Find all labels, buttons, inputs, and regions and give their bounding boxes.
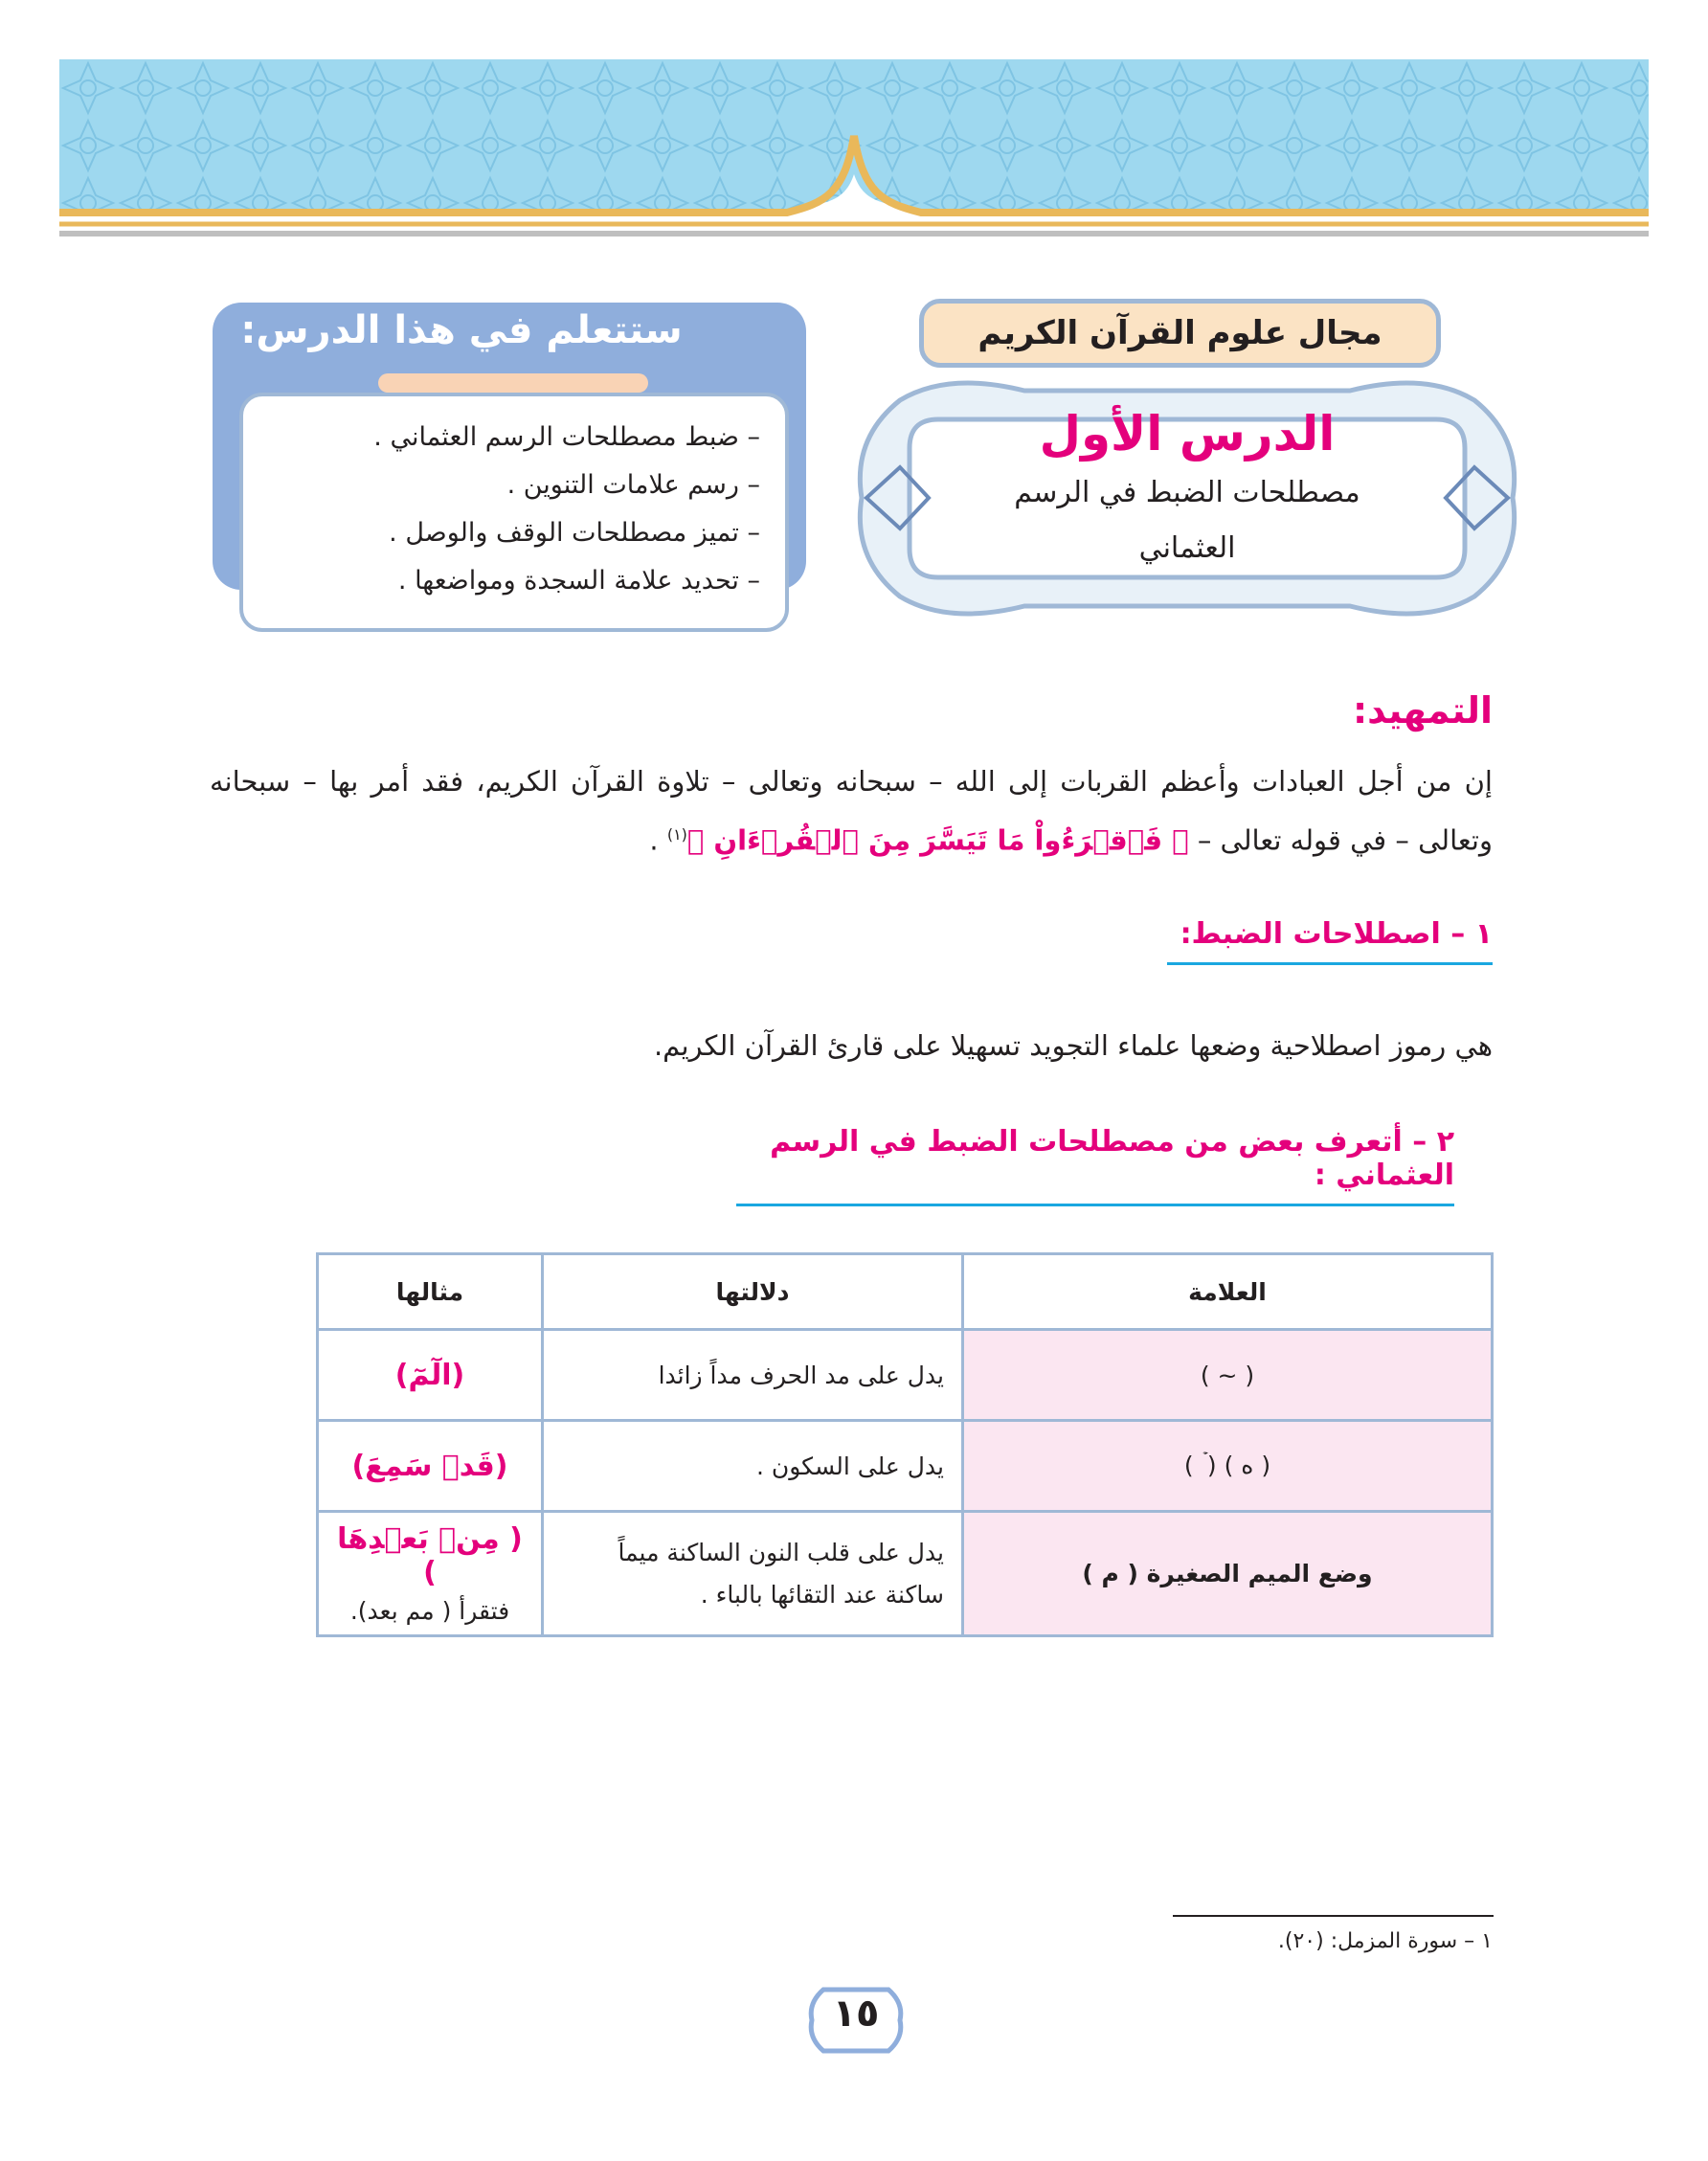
section1-text: هي رموز اصطلاحية وضعها علماء التجويد تسهيلا على قارئ القرآن الكريم.: [653, 1029, 1493, 1062]
table-row: [318, 1421, 1493, 1512]
cell-example: [318, 1330, 543, 1421]
intro-text: إن من أجل العبادات وأعظم القربات إلى الله – سبحانه وتعالى – تلاوة القرآن الكريم، فقد أمر بها – سبحانه وتعالى – في قوله تعالى –: [210, 765, 1493, 857]
header-banner: [59, 59, 1649, 241]
learn-item: – رسم علامات التنوين .: [506, 470, 760, 500]
intro-title: التمهيد:: [1352, 689, 1493, 732]
section1-heading: ١ – اصطلاحات الضبط:: [1167, 917, 1493, 965]
footnote-ref: (١): [666, 825, 687, 844]
cell-meaning: يدل على قلب النون الساكنة ميماً ساكنة عند التقائها بالباء .: [543, 1512, 963, 1636]
footnote: ١ – سورة المزمل: (٢٠).: [1277, 1929, 1493, 1953]
cell-example: [318, 1512, 543, 1636]
page-number: ١٥: [832, 1992, 880, 2036]
learn-title: ستتعلم في هذا الدرس:: [240, 308, 683, 352]
example-note: فتقرأ ( مم بعد).: [349, 1597, 510, 1625]
learn-list: [239, 393, 789, 632]
footnote-rule: [1173, 1915, 1494, 1917]
cell-mark: وضع الميم الصغيرة ( م ): [963, 1512, 1493, 1636]
learn-item: – تحديد علامة السجدة ومواضعها .: [397, 566, 760, 596]
example-word: (الٓمٓ): [394, 1358, 465, 1392]
table-header-row: [318, 1254, 1493, 1330]
lesson-heading: [962, 393, 1412, 613]
lesson-subtitle: مصطلحات الضبط في الرسم العثماني: [1014, 476, 1360, 565]
intro-paragraph: [210, 754, 1493, 867]
cell-mark: ( ه ) ( ۡ ): [963, 1421, 1493, 1512]
header-meaning: دلالتها: [543, 1254, 963, 1330]
section2-heading: ٢ – أتعرف بعض من مصطلحات الضبط في الرسم العثماني :: [736, 1125, 1454, 1206]
table-row: [318, 1330, 1493, 1421]
cell-mark: ( ~ ): [963, 1330, 1493, 1421]
learn-item: – تميز مصطلحات الوقف والوصل .: [389, 518, 760, 548]
table-row: [318, 1512, 1493, 1636]
field-label: مجال علوم القرآن الكريم: [919, 299, 1441, 368]
lesson-title: الدرس الأول: [1039, 406, 1336, 461]
header-mark: العلامة: [963, 1254, 1493, 1330]
cell-meaning: يدل على السكون .: [543, 1421, 963, 1512]
learn-item: – ضبط مصطلحات الرسم العثماني .: [373, 422, 760, 452]
quran-verse: ﴿ فَٱقۡرَءُواْ مَا تَيَسَّرَ مِنَ ٱلۡقُرۡءَانِ ﴾: [686, 823, 1189, 857]
cell-meaning: يدل على مد الحرف مداً زائدا: [543, 1330, 963, 1421]
example-word: ( مِنۢ بَعۡدِهَا ): [337, 1522, 523, 1589]
marks-table: [316, 1252, 1494, 1637]
example-word: (قَدۡ سَمِعَ): [351, 1449, 508, 1483]
learn-title-underline: [378, 373, 648, 393]
cell-example: [318, 1421, 543, 1512]
intro-text-end: .: [649, 823, 667, 857]
header-example: مثالها: [318, 1254, 543, 1330]
